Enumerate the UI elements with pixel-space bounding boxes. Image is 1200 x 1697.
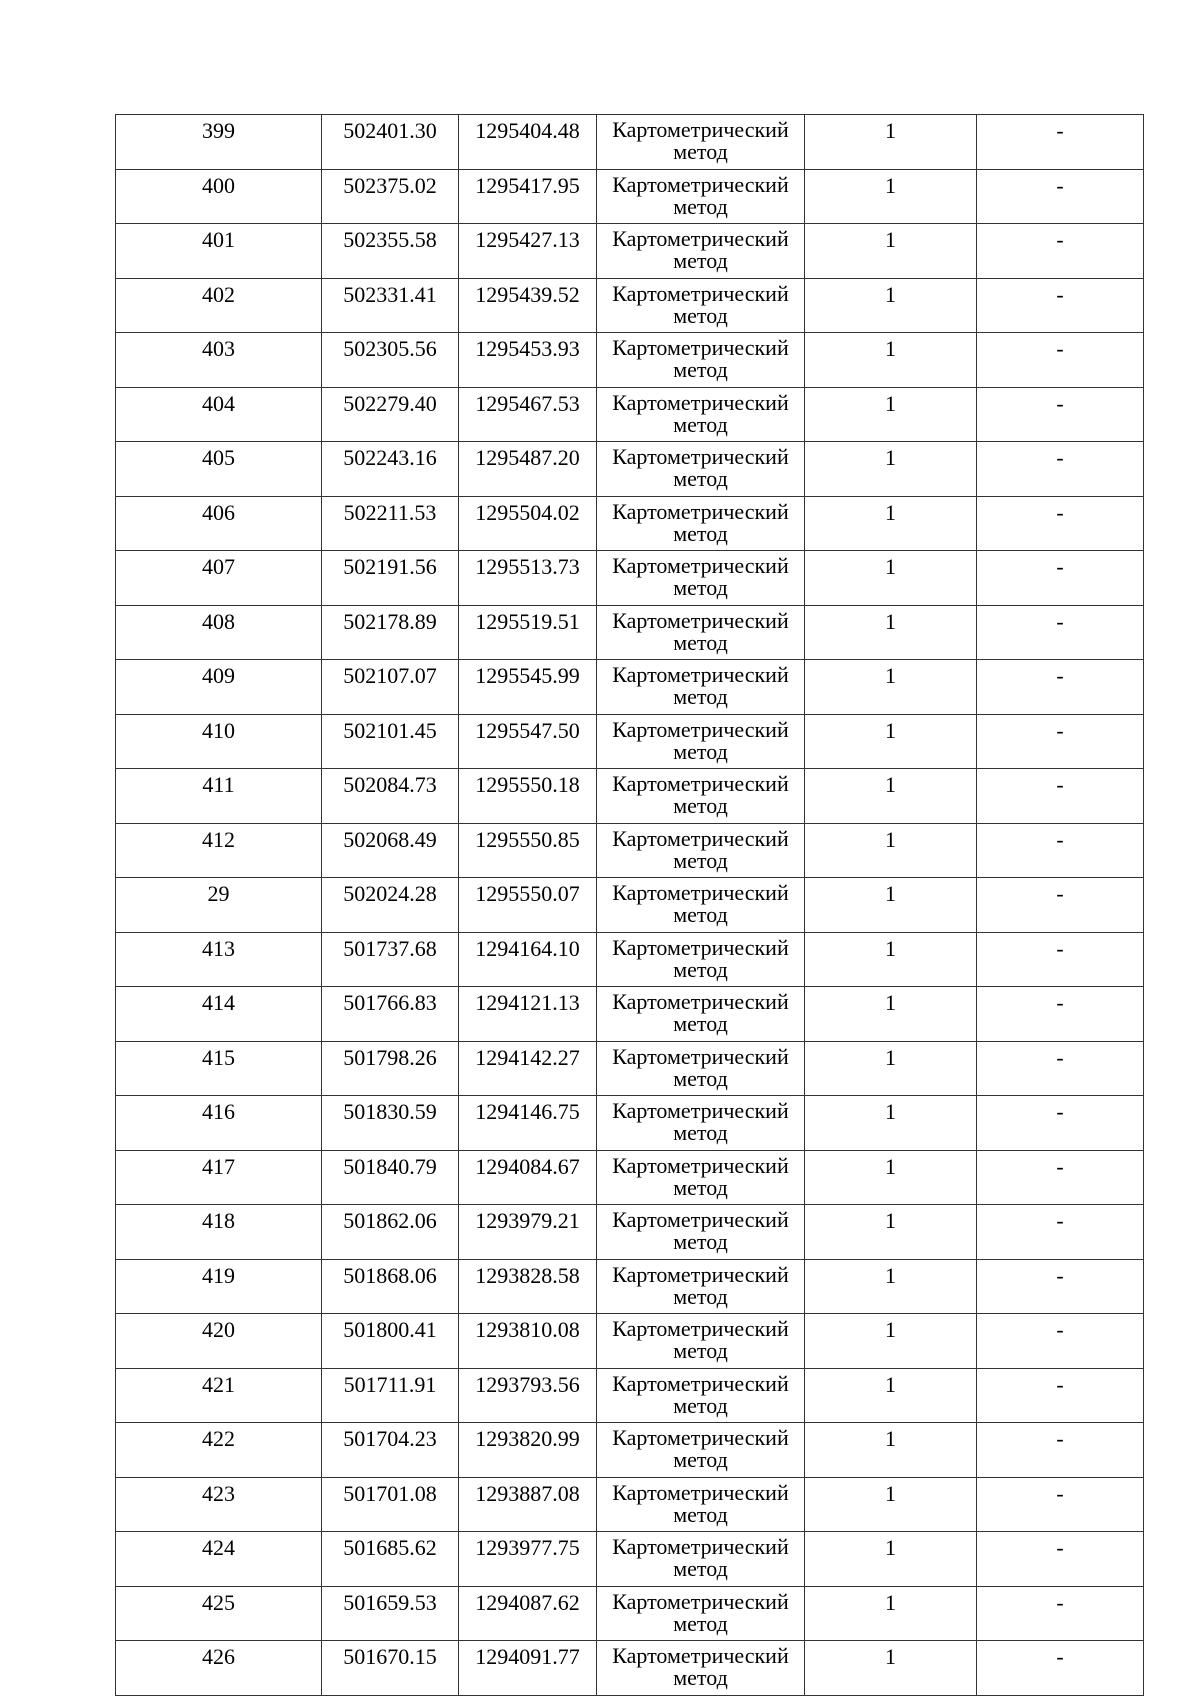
accuracy-cell: 1 <box>805 1368 977 1423</box>
accuracy-cell: 1 <box>805 333 977 388</box>
note-cell: - <box>977 224 1144 279</box>
table-row <box>116 1041 1144 1096</box>
method-line-1: Картометрический <box>612 1370 789 1396</box>
y-coordinate-cell: 1295417.95 <box>459 169 597 224</box>
method-cell <box>597 660 805 715</box>
method-cell <box>597 878 805 933</box>
point-number-cell: 407 <box>116 551 322 606</box>
method-line-2: метод <box>673 1011 728 1036</box>
point-number-cell: 420 <box>116 1314 322 1369</box>
table-row <box>116 714 1144 769</box>
point-number-cell: 405 <box>116 442 322 497</box>
table-row <box>116 278 1144 333</box>
method-line-2: метод <box>673 684 728 709</box>
accuracy-cell: 1 <box>805 987 977 1042</box>
method-line-1: Картометрический <box>612 934 789 960</box>
method-line-1: Картометрический <box>612 553 789 578</box>
method-cell <box>597 714 805 769</box>
y-coordinate-cell: 1295453.93 <box>459 333 597 388</box>
x-coordinate-cell: 501766.83 <box>322 987 459 1042</box>
point-number-cell: 411 <box>116 769 322 824</box>
x-coordinate-cell: 502068.49 <box>322 823 459 878</box>
table-row <box>116 823 1144 878</box>
point-number-cell: 408 <box>116 605 322 660</box>
table-row <box>116 442 1144 497</box>
method-cell <box>597 1041 805 1096</box>
note-cell: - <box>977 932 1144 987</box>
method-line-2: метод <box>673 1447 728 1472</box>
y-coordinate-cell: 1294121.13 <box>459 987 597 1042</box>
x-coordinate-cell: 502211.53 <box>322 496 459 551</box>
method-line-2: метод <box>673 629 728 655</box>
accuracy-cell: 1 <box>805 878 977 933</box>
method-line-2: метод <box>673 847 728 873</box>
table-row <box>116 660 1144 715</box>
method-cell <box>597 1586 805 1641</box>
accuracy-cell: 1 <box>805 1423 977 1478</box>
y-coordinate-cell: 1295439.52 <box>459 278 597 333</box>
method-line-1: Картометрический <box>612 1588 789 1614</box>
method-cell <box>597 823 805 878</box>
table-row <box>116 878 1144 933</box>
x-coordinate-cell: 502243.16 <box>322 442 459 497</box>
method-line-2: метод <box>673 1229 728 1254</box>
table-row <box>116 224 1144 279</box>
accuracy-cell: 1 <box>805 387 977 442</box>
note-cell: - <box>977 605 1144 660</box>
y-coordinate-cell: 1293793.56 <box>459 1368 597 1423</box>
x-coordinate-cell: 501659.53 <box>322 1586 459 1641</box>
y-coordinate-cell: 1293828.58 <box>459 1259 597 1314</box>
method-line-2: метод <box>673 520 728 546</box>
y-coordinate-cell: 1293810.08 <box>459 1314 597 1369</box>
y-coordinate-cell: 1295467.53 <box>459 387 597 442</box>
y-coordinate-cell: 1295545.99 <box>459 660 597 715</box>
method-line-1: Картометрический <box>612 607 789 633</box>
method-cell <box>597 1259 805 1314</box>
table-row <box>116 496 1144 551</box>
accuracy-cell: 1 <box>805 1314 977 1369</box>
method-line-2: метод <box>673 466 728 491</box>
y-coordinate-cell: 1294091.77 <box>459 1641 597 1696</box>
accuracy-cell: 1 <box>805 605 977 660</box>
accuracy-cell: 1 <box>805 1477 977 1532</box>
table-row <box>116 333 1144 388</box>
point-number-cell: 399 <box>116 115 322 170</box>
accuracy-cell: 1 <box>805 1205 977 1260</box>
accuracy-cell: 1 <box>805 769 977 824</box>
x-coordinate-cell: 501685.62 <box>322 1532 459 1587</box>
y-coordinate-cell: 1294084.67 <box>459 1150 597 1205</box>
x-coordinate-cell: 501868.06 <box>322 1259 459 1314</box>
method-line-1: Картометрический <box>612 989 789 1014</box>
table-row <box>116 987 1144 1042</box>
x-coordinate-cell: 502401.30 <box>322 115 459 170</box>
note-cell: - <box>977 769 1144 824</box>
note-cell: - <box>977 660 1144 715</box>
point-number-cell: 426 <box>116 1641 322 1696</box>
method-cell <box>597 605 805 660</box>
note-cell: - <box>977 823 1144 878</box>
x-coordinate-cell: 501711.91 <box>322 1368 459 1423</box>
note-cell: - <box>977 987 1144 1042</box>
x-coordinate-cell: 501830.59 <box>322 1096 459 1151</box>
x-coordinate-cell: 502024.28 <box>322 878 459 933</box>
method-line-2: метод <box>673 793 728 818</box>
method-cell <box>597 169 805 224</box>
point-number-cell: 414 <box>116 987 322 1042</box>
accuracy-cell: 1 <box>805 1041 977 1096</box>
method-line-1: Картометрический <box>612 389 789 415</box>
method-line-1: Картометрический <box>612 226 789 251</box>
point-number-cell: 422 <box>116 1423 322 1478</box>
x-coordinate-cell: 502305.56 <box>322 333 459 388</box>
table-row <box>116 551 1144 606</box>
point-number-cell: 418 <box>116 1205 322 1260</box>
y-coordinate-cell: 1295513.73 <box>459 551 597 606</box>
method-line-1: Картометрический <box>612 1316 789 1341</box>
note-cell: - <box>977 387 1144 442</box>
note-cell: - <box>977 1477 1144 1532</box>
table-row <box>116 1477 1144 1532</box>
table-row <box>116 1423 1144 1478</box>
method-cell <box>597 1150 805 1205</box>
x-coordinate-cell: 502375.02 <box>322 169 459 224</box>
note-cell: - <box>977 333 1144 388</box>
y-coordinate-cell: 1295550.18 <box>459 769 597 824</box>
note-cell: - <box>977 278 1144 333</box>
method-line-1: Картометрический <box>612 1207 789 1232</box>
x-coordinate-cell: 502355.58 <box>322 224 459 279</box>
method-cell <box>597 1368 805 1423</box>
x-coordinate-cell: 502191.56 <box>322 551 459 606</box>
table-row <box>116 605 1144 660</box>
method-cell <box>597 1096 805 1151</box>
point-number-cell: 415 <box>116 1041 322 1096</box>
method-cell <box>597 333 805 388</box>
accuracy-cell: 1 <box>805 714 977 769</box>
method-line-2: метод <box>673 1120 728 1145</box>
accuracy-cell: 1 <box>805 442 977 497</box>
method-line-1: Картометрический <box>612 444 789 469</box>
method-line-2: метод <box>673 1665 728 1690</box>
method-cell <box>597 551 805 606</box>
note-cell: - <box>977 1096 1144 1151</box>
x-coordinate-cell: 501670.15 <box>322 1641 459 1696</box>
method-line-1: Картометрический <box>612 1098 789 1123</box>
note-cell: - <box>977 1205 1144 1260</box>
method-line-1: Картометрический <box>612 716 789 742</box>
table-row <box>116 1205 1144 1260</box>
x-coordinate-cell: 502331.41 <box>322 278 459 333</box>
note-cell: - <box>977 1314 1144 1369</box>
y-coordinate-cell: 1295427.13 <box>459 224 597 279</box>
point-number-cell: 409 <box>116 660 322 715</box>
accuracy-cell: 1 <box>805 224 977 279</box>
method-cell <box>597 1641 805 1696</box>
method-cell <box>597 1532 805 1587</box>
note-cell: - <box>977 1641 1144 1696</box>
table-row <box>116 932 1144 987</box>
method-line-2: метод <box>673 575 728 600</box>
method-line-1: Картометрический <box>612 880 789 905</box>
table-row <box>116 387 1144 442</box>
point-number-cell: 417 <box>116 1150 322 1205</box>
x-coordinate-cell: 501840.79 <box>322 1150 459 1205</box>
note-cell: - <box>977 1586 1144 1641</box>
point-number-cell: 400 <box>116 169 322 224</box>
point-number-cell: 425 <box>116 1586 322 1641</box>
method-line-2: метод <box>673 248 728 273</box>
y-coordinate-cell: 1293887.08 <box>459 1477 597 1532</box>
method-cell <box>597 932 805 987</box>
y-coordinate-cell: 1295404.48 <box>459 115 597 170</box>
table-row <box>116 115 1144 170</box>
accuracy-cell: 1 <box>805 1532 977 1587</box>
method-line-2: метод <box>673 738 728 764</box>
point-number-cell: 412 <box>116 823 322 878</box>
table-row <box>116 169 1144 224</box>
table-row <box>116 1532 1144 1587</box>
method-line-1: Картометрический <box>612 498 789 524</box>
y-coordinate-cell: 1294087.62 <box>459 1586 597 1641</box>
note-cell: - <box>977 1368 1144 1423</box>
accuracy-cell: 1 <box>805 1641 977 1696</box>
method-line-1: Картометрический <box>612 1152 789 1178</box>
x-coordinate-cell: 501737.68 <box>322 932 459 987</box>
method-cell <box>597 1477 805 1532</box>
method-line-2: метод <box>673 1610 728 1636</box>
note-cell: - <box>977 496 1144 551</box>
method-line-2: метод <box>673 193 728 219</box>
point-number-cell: 421 <box>116 1368 322 1423</box>
method-line-1: Картометрический <box>612 1261 789 1287</box>
x-coordinate-cell: 502279.40 <box>322 387 459 442</box>
method-line-2: метод <box>673 1556 728 1581</box>
point-number-cell: 410 <box>116 714 322 769</box>
note-cell: - <box>977 714 1144 769</box>
y-coordinate-cell: 1295487.20 <box>459 442 597 497</box>
accuracy-cell: 1 <box>805 932 977 987</box>
x-coordinate-cell: 502101.45 <box>322 714 459 769</box>
point-number-cell: 406 <box>116 496 322 551</box>
x-coordinate-cell: 501701.08 <box>322 1477 459 1532</box>
method-cell <box>597 1314 805 1369</box>
accuracy-cell: 1 <box>805 1096 977 1151</box>
x-coordinate-cell: 502107.07 <box>322 660 459 715</box>
accuracy-cell: 1 <box>805 660 977 715</box>
accuracy-cell: 1 <box>805 278 977 333</box>
table-row <box>116 1641 1144 1696</box>
method-line-2: метод <box>673 1283 728 1309</box>
point-number-cell: 423 <box>116 1477 322 1532</box>
method-cell <box>597 769 805 824</box>
table-row <box>116 1096 1144 1151</box>
method-line-2: метод <box>673 956 728 982</box>
y-coordinate-cell: 1295519.51 <box>459 605 597 660</box>
x-coordinate-cell: 501862.06 <box>322 1205 459 1260</box>
method-cell <box>597 115 805 170</box>
point-number-cell: 403 <box>116 333 322 388</box>
method-line-2: метод <box>673 1065 728 1091</box>
method-line-2: метод <box>673 139 728 164</box>
method-cell <box>597 278 805 333</box>
method-cell <box>597 1423 805 1478</box>
y-coordinate-cell: 1294142.27 <box>459 1041 597 1096</box>
y-coordinate-cell: 1294146.75 <box>459 1096 597 1151</box>
method-line-1: Картометрический <box>612 662 789 687</box>
table-row <box>116 1314 1144 1369</box>
method-line-1: Картометрический <box>612 771 789 796</box>
accuracy-cell: 1 <box>805 823 977 878</box>
method-line-2: метод <box>673 357 728 382</box>
method-line-1: Картометрический <box>612 1643 789 1668</box>
accuracy-cell: 1 <box>805 115 977 170</box>
point-number-cell: 413 <box>116 932 322 987</box>
point-number-cell: 401 <box>116 224 322 279</box>
method-line-2: метод <box>673 1392 728 1418</box>
note-cell: - <box>977 442 1144 497</box>
method-cell <box>597 387 805 442</box>
note-cell: - <box>977 1259 1144 1314</box>
accuracy-cell: 1 <box>805 1259 977 1314</box>
method-line-1: Картометрический <box>612 280 789 306</box>
method-cell <box>597 987 805 1042</box>
method-line-1: Картометрический <box>612 825 789 851</box>
method-line-2: метод <box>673 302 728 328</box>
coordinates-table <box>115 114 1144 1696</box>
x-coordinate-cell: 501704.23 <box>322 1423 459 1478</box>
x-coordinate-cell: 501800.41 <box>322 1314 459 1369</box>
method-line-1: Картометрический <box>612 1479 789 1505</box>
y-coordinate-cell: 1295550.85 <box>459 823 597 878</box>
method-cell <box>597 224 805 279</box>
accuracy-cell: 1 <box>805 1586 977 1641</box>
table-row <box>116 1586 1144 1641</box>
method-cell <box>597 442 805 497</box>
point-number-cell: 29 <box>116 878 322 933</box>
note-cell: - <box>977 1532 1144 1587</box>
x-coordinate-cell: 502084.73 <box>322 769 459 824</box>
point-number-cell: 424 <box>116 1532 322 1587</box>
point-number-cell: 404 <box>116 387 322 442</box>
y-coordinate-cell: 1294164.10 <box>459 932 597 987</box>
x-coordinate-cell: 501798.26 <box>322 1041 459 1096</box>
method-line-1: Картометрический <box>612 171 789 197</box>
table-row <box>116 769 1144 824</box>
method-line-2: метод <box>673 1338 728 1363</box>
note-cell: - <box>977 1150 1144 1205</box>
method-line-2: метод <box>673 902 728 927</box>
method-line-1: Картометрический <box>612 1425 789 1450</box>
method-line-2: метод <box>673 1174 728 1200</box>
method-line-2: метод <box>673 411 728 437</box>
x-coordinate-cell: 502178.89 <box>322 605 459 660</box>
accuracy-cell: 1 <box>805 551 977 606</box>
y-coordinate-cell: 1295550.07 <box>459 878 597 933</box>
method-line-2: метод <box>673 1501 728 1527</box>
point-number-cell: 416 <box>116 1096 322 1151</box>
y-coordinate-cell: 1295504.02 <box>459 496 597 551</box>
accuracy-cell: 1 <box>805 169 977 224</box>
method-cell <box>597 1205 805 1260</box>
accuracy-cell: 1 <box>805 1150 977 1205</box>
method-cell <box>597 496 805 551</box>
method-line-1: Картометрический <box>612 1043 789 1069</box>
coordinates-table-body <box>116 115 1144 1696</box>
accuracy-cell: 1 <box>805 496 977 551</box>
note-cell: - <box>977 1423 1144 1478</box>
method-line-1: Картометрический <box>612 1534 789 1559</box>
note-cell: - <box>977 878 1144 933</box>
note-cell: - <box>977 169 1144 224</box>
table-row <box>116 1368 1144 1423</box>
table-row <box>116 1150 1144 1205</box>
table-row <box>116 1259 1144 1314</box>
y-coordinate-cell: 1295547.50 <box>459 714 597 769</box>
point-number-cell: 402 <box>116 278 322 333</box>
note-cell: - <box>977 551 1144 606</box>
y-coordinate-cell: 1293979.21 <box>459 1205 597 1260</box>
y-coordinate-cell: 1293820.99 <box>459 1423 597 1478</box>
point-number-cell: 419 <box>116 1259 322 1314</box>
y-coordinate-cell: 1293977.75 <box>459 1532 597 1587</box>
note-cell: - <box>977 115 1144 170</box>
note-cell: - <box>977 1041 1144 1096</box>
method-line-1: Картометрический <box>612 335 789 360</box>
method-line-1: Картометрический <box>612 117 789 142</box>
